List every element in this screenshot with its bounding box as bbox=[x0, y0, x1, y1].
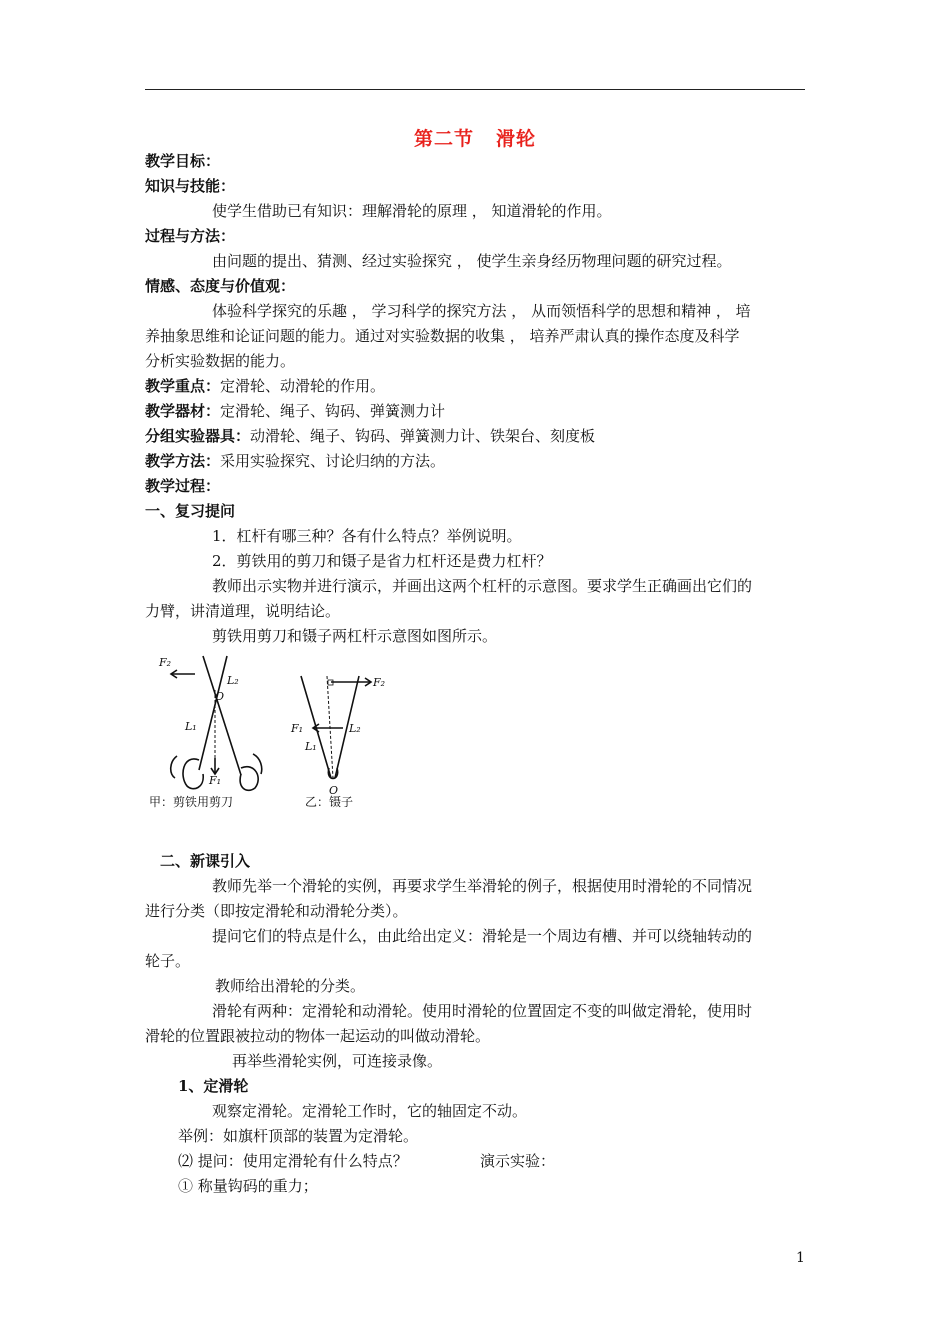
group-text: 动滑轮、绳子、钩码、弹簧测力计、铁架台、刻度板 bbox=[250, 427, 596, 445]
emotion-line: 分析实验数据的能力。 bbox=[145, 352, 296, 370]
method-label: 教学方法： bbox=[145, 452, 221, 470]
label-o: O bbox=[329, 784, 339, 797]
key-label: 教学重点： bbox=[145, 377, 221, 395]
process-heading: 教学过程： bbox=[145, 477, 221, 495]
label-l1: L₁ bbox=[185, 720, 197, 733]
key-text: 定滑轮、动滑轮的作用。 bbox=[220, 377, 386, 395]
review-question-1: 1．杠杆有哪三种？各有什么特点？举例说明。 bbox=[212, 527, 522, 545]
key-points bbox=[145, 375, 385, 397]
caption-tweezers: 乙：镊子 bbox=[305, 795, 354, 809]
label-f1: F₁ bbox=[291, 722, 304, 735]
review-question-2: 2．剪铁用的剪刀和镊子是省力杠杆还是费力杠杆？ bbox=[212, 552, 552, 570]
knowledge-label: 知识与技能： bbox=[145, 177, 236, 195]
figure-intro: 剪铁用剪刀和镊子两杠杆示意图如图所示。 bbox=[212, 627, 498, 645]
teaching-method bbox=[145, 450, 445, 472]
page-number: 1 bbox=[796, 1250, 805, 1266]
objectives-heading: 教学目标： bbox=[145, 152, 221, 170]
equipment bbox=[145, 400, 445, 422]
lever-figure bbox=[145, 650, 397, 818]
review-paragraph: 力臂，讲清道理，说明结论。 bbox=[145, 602, 341, 620]
equipment-label: 教学器材： bbox=[145, 402, 221, 420]
title-topic: 滑轮 bbox=[496, 128, 537, 150]
label-l2: L₂ bbox=[349, 722, 361, 735]
label-f1: F₁ bbox=[209, 774, 222, 787]
process-text: 由问题的提出、猜测、经过实验探究 ， 使学生亲身经历物理问题的研究过程。 bbox=[212, 252, 732, 270]
fixed-pulley-demo: 演示实验： bbox=[480, 1152, 556, 1170]
caption-shears: 甲：剪铁用剪刀 bbox=[149, 795, 234, 809]
emotion-label: 情感、态度与价值观： bbox=[145, 277, 296, 295]
new-lesson-paragraph: 轮子。 bbox=[145, 952, 191, 970]
process-label: 过程与方法： bbox=[145, 227, 236, 245]
new-lesson-paragraph: 滑轮的位置跟被拉动的物体一起运动的叫做动滑轮。 bbox=[145, 1027, 491, 1045]
title-section: 第二节 bbox=[413, 128, 474, 150]
emotion-line: 体验科学探究的乐趣 ， 学习科学的探究方法 ， 从而领悟科学的思想和精神 ， 培 bbox=[212, 302, 751, 320]
fixed-pulley-question: ⑵ 提问：使用定滑轮有什么特点？ bbox=[178, 1152, 408, 1170]
review-heading: 一、复习提问 bbox=[145, 502, 236, 520]
new-lesson-paragraph: 教师先举一个滑轮的实例，再要求学生举滑轮的例子，根据使用时滑轮的不同情况 bbox=[212, 877, 753, 895]
header-rule bbox=[145, 89, 805, 90]
new-lesson-paragraph: 滑轮有两种：定滑轮和动滑轮。使用时滑轮的位置固定不变的叫做定滑轮，使用时 bbox=[212, 1002, 753, 1020]
fixed-pulley-heading: 1、定滑轮 bbox=[178, 1077, 249, 1095]
equipment-text: 定滑轮、绳子、钩码、弹簧测力计 bbox=[220, 402, 446, 420]
label-f2: F₂ bbox=[373, 676, 386, 689]
label-o: O bbox=[215, 690, 225, 703]
group-label: 分组实验器具： bbox=[145, 427, 251, 445]
emotion-line: 养抽象思维和论证问题的能力。通过对实验数据的收集 ， 培养严肃认真的操作态度及科学 bbox=[145, 327, 740, 345]
new-lesson-paragraph: 再举些滑轮实例，可连接录像。 bbox=[232, 1052, 443, 1070]
method-text: 采用实验探究、讨论归纳的方法。 bbox=[220, 452, 446, 470]
knowledge-text: 使学生借助已有知识：理解滑轮的原理 ， 知道滑轮的作用。 bbox=[212, 202, 612, 220]
new-lesson-paragraph: 提问它们的特点是什么，由此给出定义：滑轮是一个周边有槽、并可以绕轴转动的 bbox=[212, 927, 753, 945]
new-lesson-heading: 二、新课引入 bbox=[160, 852, 251, 870]
label-f2: F₂ bbox=[159, 656, 172, 669]
fixed-pulley-step: ① 称量钩码的重力； bbox=[178, 1177, 318, 1195]
review-paragraph: 教师出示实物并进行演示，并画出这两个杠杆的示意图。要求学生正确画出它们的 bbox=[212, 577, 753, 595]
fixed-pulley-observe: 观察定滑轮。定滑轮工作时，它的轴固定不动。 bbox=[212, 1102, 528, 1120]
fixed-pulley-example: 举例：如旗杆顶部的装置为定滑轮。 bbox=[178, 1127, 419, 1145]
new-lesson-paragraph: 进行分类（即按定滑轮和动滑轮分类）。 bbox=[145, 902, 408, 920]
new-lesson-paragraph: 教师给出滑轮的分类。 bbox=[215, 977, 366, 995]
label-l2: L₂ bbox=[227, 674, 239, 687]
group-equipment bbox=[145, 425, 595, 447]
label-l1: L₁ bbox=[305, 740, 317, 753]
page-title bbox=[0, 124, 950, 151]
